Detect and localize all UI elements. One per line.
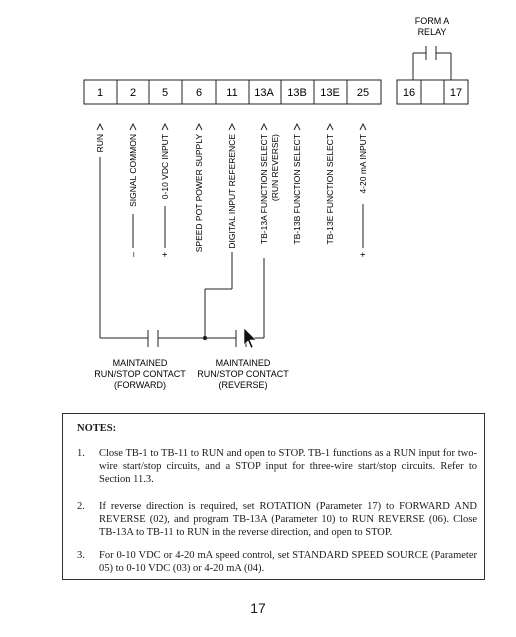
terminal-1: 1 (96, 87, 104, 99)
signal-label: 0-10 VDC INPUT (160, 134, 170, 200)
relay-terminal-17: 17 (449, 87, 463, 99)
terminal-13e: 13E (320, 87, 340, 99)
terminal-arrow-icon (261, 124, 267, 130)
signal-label: TB-13A FUNCTION SELECT (259, 134, 269, 245)
relay-terminal-block (397, 80, 468, 104)
svg-text:(FORWARD): (FORWARD) (114, 380, 166, 390)
note-number: 2. (77, 501, 85, 512)
contact-forward-label (94, 358, 186, 390)
note-number: 3. (77, 550, 85, 561)
polarity-mark: – (128, 252, 138, 258)
terminal-arrow-icon (162, 124, 168, 130)
relay-symbol (413, 46, 451, 80)
terminal-13a: 13A (254, 87, 274, 99)
note-text: Close TB-1 to TB-11 to RUN and open to STOP. TB-1 functions as a RUN input for two-wire start/stop circuits, and a STOP input for three-wire start/stop circuits. Refer to Section 11.3. (99, 448, 477, 485)
page-number: 17 (250, 600, 266, 616)
relay-title-line2: RELAY (417, 27, 447, 37)
svg-text:RUN/STOP CONTACT: RUN/STOP CONTACT (94, 369, 186, 379)
note-number: 1. (77, 448, 85, 459)
note-text: If reverse direction is required, set ROTATION (Parameter 17) to FORWARD AND REVERSE (02), and program TB-13A (Parameter 10) to RUN REVERSE (06). Close TB-13A to TB-11 to RUN in the reverse direction, and open to STOP. (99, 501, 477, 538)
svg-text:RUN/STOP CONTACT: RUN/STOP CONTACT (197, 369, 289, 379)
contact-reverse-label (197, 358, 289, 390)
signal-label: 4-20 mA INPUT (358, 134, 368, 194)
terminal-11: 11 (226, 87, 238, 99)
notes-box (62, 413, 485, 580)
svg-text:(REVERSE): (REVERSE) (218, 380, 268, 390)
signal-label: TB-13B FUNCTION SELECT (292, 134, 302, 245)
terminal-5: 5 (161, 87, 169, 99)
terminal-25: 25 (356, 87, 370, 99)
notes-title: NOTES: (77, 423, 117, 434)
terminal-arrow-icon (327, 124, 333, 130)
terminal-6: 6 (195, 87, 203, 99)
relay-terminal-16: 16 (402, 87, 416, 99)
signal-labels (95, 134, 368, 258)
terminal-arrow-icon (130, 124, 136, 130)
terminal-arrow-icon (97, 124, 103, 130)
relay-title-line1: FORM A (414, 16, 450, 26)
signal-label: SPEED POT POWER SUPPLY (194, 134, 204, 253)
contact-forward (148, 330, 158, 347)
signal-label: SIGNAL COMMON (128, 134, 138, 207)
signal-label: TB-13E FUNCTION SELECT (325, 134, 335, 245)
polarity-mark: + (358, 252, 368, 258)
terminal-arrow-icon (360, 124, 366, 130)
signal-label: RUN (95, 134, 105, 153)
signal-label: DIGITAL INPUT REFERENCE (227, 134, 237, 249)
note-text: For 0-10 VDC or 4-20 mA speed control, set STANDARD SPEED SOURCE (Parameter 05) to 0-10 VDC (03) or 4-20 mA (04). (99, 550, 477, 574)
terminal-arrow-icon (229, 124, 235, 130)
polarity-mark: + (160, 252, 170, 258)
terminal-13b: 13B (287, 87, 307, 99)
signal-label: (RUN REVERSE) (270, 134, 280, 202)
terminal-arrow-icon (196, 124, 202, 130)
svg-text:MAINTAINED: MAINTAINED (215, 358, 271, 368)
terminal-arrow-icon (294, 124, 300, 130)
wire-junction (203, 336, 207, 340)
terminal-2: 2 (129, 87, 137, 99)
terminal-block (84, 80, 381, 104)
svg-text:MAINTAINED: MAINTAINED (112, 358, 168, 368)
